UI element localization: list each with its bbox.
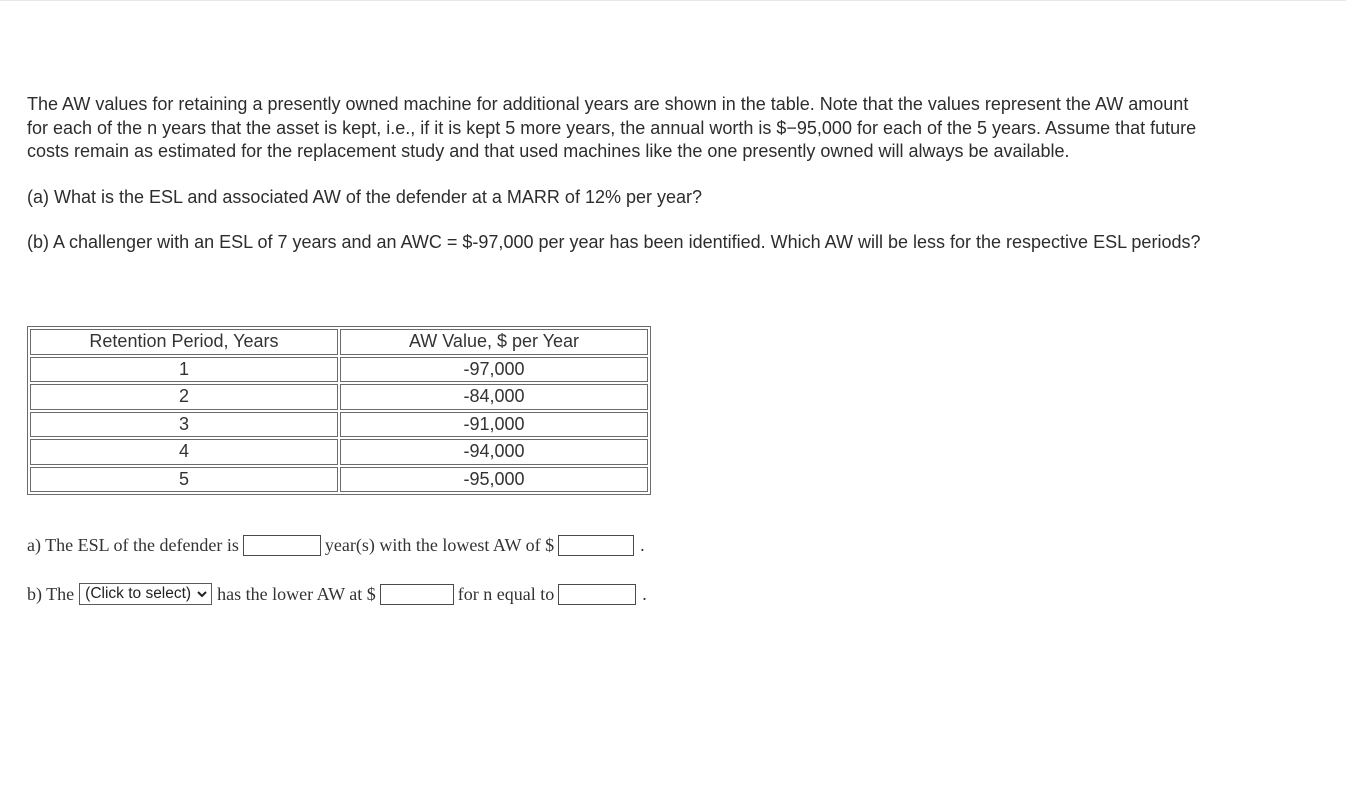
question-text	[27, 93, 1207, 255]
table-cell-period: 4	[30, 439, 338, 465]
answer-a-text-2: year(s) with the lowest AW of $	[324, 535, 555, 555]
table-cell-period: 3	[30, 412, 338, 438]
esl-years-input[interactable]	[243, 535, 321, 556]
table-row	[30, 439, 648, 465]
table-cell-aw: -97,000	[340, 357, 648, 383]
question-intro: The AW values for retaining a presently owned machine for additional years are shown in the table. Note that the values represent the AW amount for each of the n years that the asset is kept, i.e., if it is kept 5 more years, the annual worth is $−95,000 for each of the 5 years. Assume that future costs remain as estimated for the replacement study and that used machines like the one presently owned will always be available.	[27, 94, 1197, 161]
answer-b-period: .	[642, 583, 647, 604]
answer-a-period: .	[640, 535, 645, 555]
table-cell-period: 5	[30, 467, 338, 493]
lower-aw-input[interactable]	[380, 584, 454, 605]
table-row	[30, 384, 648, 410]
table-cell-aw: -91,000	[340, 412, 648, 438]
top-divider	[0, 0, 1346, 1]
defender-challenger-select[interactable]	[79, 583, 212, 605]
n-value-input[interactable]	[558, 584, 636, 605]
table-cell-period: 2	[30, 384, 338, 410]
answer-b-line	[27, 583, 647, 605]
table-cell-aw: -95,000	[340, 467, 648, 493]
answer-b-text-1: b) The	[27, 583, 75, 604]
table-row	[30, 467, 648, 493]
answer-a-text-1: a) The ESL of the defender is	[27, 535, 239, 555]
answer-b-text-2: has the lower AW at $	[217, 583, 376, 604]
lowest-aw-input[interactable]	[558, 535, 634, 556]
select-value: (Click to select)	[85, 585, 192, 602]
question-part-a: (a) What is the ESL and associated AW of the defender at a MARR of 12% per year?	[27, 186, 703, 207]
chevron-down-icon	[196, 588, 208, 600]
table-cell-aw: -94,000	[340, 439, 648, 465]
table-header-row	[30, 329, 648, 355]
answer-b-text-3: for n equal to	[457, 583, 555, 604]
question-part-b: (b) A challenger with an ESL of 7 years and an AWC = $-97,000 per year has been identified. Which AW will be less for the respective ESL periods?	[27, 232, 1201, 252]
table-row	[30, 357, 648, 383]
aw-values-table	[27, 326, 651, 495]
header-aw-value: AW Value, $ per Year	[340, 329, 648, 355]
answer-a-line	[27, 535, 645, 556]
header-retention-period: Retention Period, Years	[30, 329, 338, 355]
table-cell-period: 1	[30, 357, 338, 383]
table-row	[30, 412, 648, 438]
table-cell-aw: -84,000	[340, 384, 648, 410]
